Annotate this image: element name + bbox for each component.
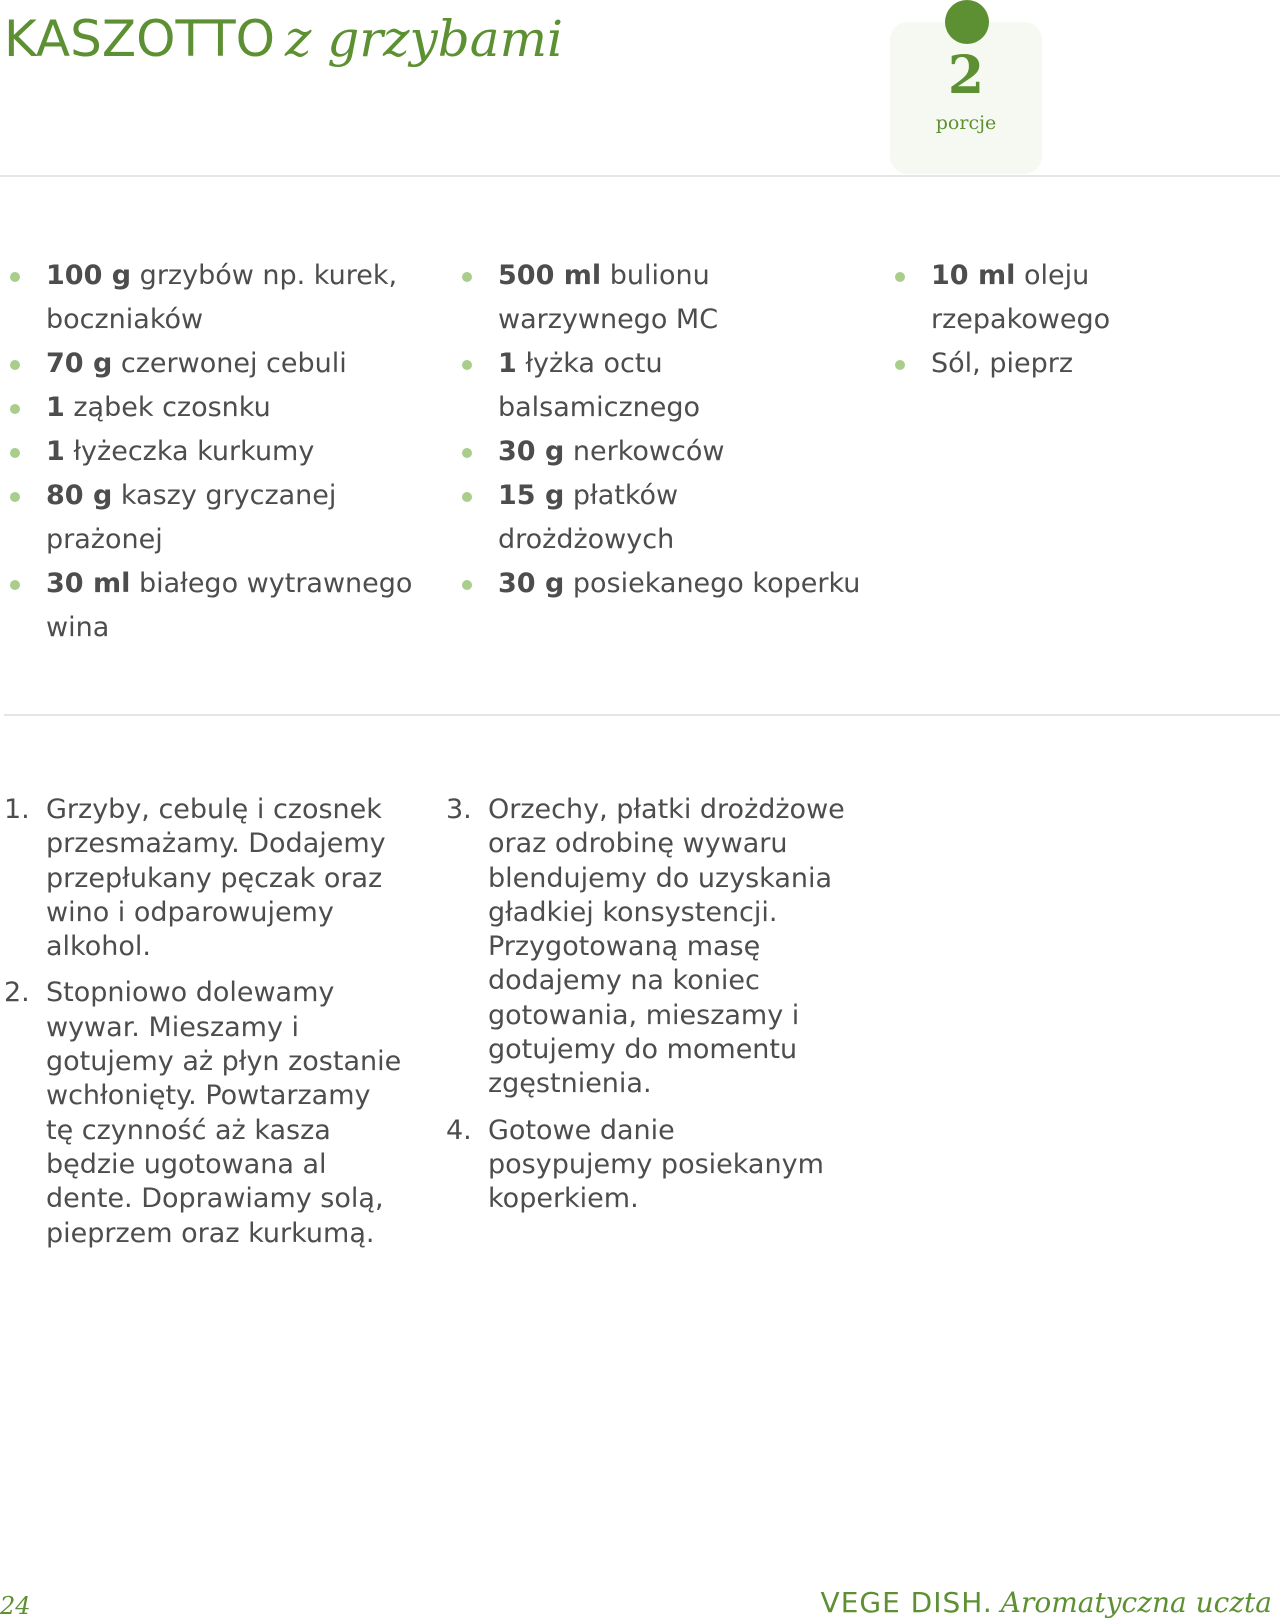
bullet-icon bbox=[462, 272, 472, 282]
bullet-icon bbox=[895, 360, 905, 370]
servings-label: porcje bbox=[935, 112, 997, 134]
servings-dot-icon bbox=[945, 0, 989, 44]
step-text: Grzyby, cebulę i czosnek przesmażamy. Dodajemy przepłukany pęczak oraz wino i odparowujemy alkohol. bbox=[46, 794, 386, 963]
bullet-icon bbox=[462, 360, 472, 370]
recipe-title-main: KASZOTTO bbox=[4, 10, 276, 68]
step-number: 3. bbox=[446, 794, 472, 825]
step-number: 2. bbox=[4, 977, 30, 1009]
steps-column-1 bbox=[4, 793, 404, 1263]
divider-middle bbox=[4, 714, 1280, 716]
ingredients-column-1 bbox=[10, 254, 420, 650]
step-text: Gotowe danie posypujemy posiekanym koperkiem. bbox=[488, 1114, 824, 1215]
bullet-icon bbox=[10, 492, 20, 502]
step-number: 1. bbox=[4, 794, 30, 825]
step-item bbox=[4, 976, 404, 1250]
bullet-icon bbox=[895, 272, 905, 282]
ingredient-item: 1 łyżeczka kurkumy bbox=[10, 430, 420, 474]
step-item bbox=[446, 793, 846, 1102]
ingredient-item: 70 g czerwonej cebuli bbox=[10, 342, 420, 386]
step-item bbox=[446, 1114, 846, 1217]
bullet-icon bbox=[10, 580, 20, 590]
ingredient-item: 500 ml bulionu warzywnego MC bbox=[462, 254, 862, 342]
bullet-icon bbox=[10, 360, 20, 370]
step-number: 4. bbox=[446, 1114, 472, 1146]
bullet-icon bbox=[10, 404, 20, 414]
bullet-icon bbox=[462, 492, 472, 502]
ingredient-item: Sól, pieprz bbox=[895, 342, 1235, 386]
page-number: 24 bbox=[0, 1592, 31, 1620]
ingredient-item: 1 łyżka octu balsamicznego bbox=[462, 342, 862, 430]
recipe-title-sub: z grzybami bbox=[285, 10, 563, 68]
ingredient-item: 30 ml białego wytrawnego wina bbox=[10, 562, 420, 650]
steps-column-2 bbox=[446, 793, 846, 1229]
ingredient-item: 1 ząbek czosnku bbox=[10, 386, 420, 430]
step-text: Stopniowo dolewamy wywar. Mieszamy i gotujemy aż płyn zostanie wchłonięty. Powtarzamy tę czynność aż kasza będzie ugotowana al dente. Doprawiamy solą, pieprzem oraz kurkumą. bbox=[46, 977, 402, 1249]
ingredient-item: 30 g posiekanego koperku bbox=[462, 562, 862, 606]
bullet-icon bbox=[462, 580, 472, 590]
servings-number: 2 bbox=[947, 45, 985, 106]
ingredients-column-2 bbox=[462, 254, 862, 606]
ingredient-item: 15 g płatków drożdżowych bbox=[462, 474, 862, 562]
ingredients-column-3 bbox=[895, 254, 1235, 386]
step-item bbox=[4, 793, 404, 964]
divider-top bbox=[0, 175, 1280, 177]
bullet-icon bbox=[10, 448, 20, 458]
ingredient-item: 10 ml oleju rzepakowego bbox=[895, 254, 1235, 342]
footer-tagline: Aromatyczna uczta bbox=[1000, 1586, 1272, 1619]
step-text: Orzechy, płatki drożdżowe oraz odrobinę wywaru blendujemy do uzyskania gładkiej konsystencji. Przygotowaną masę dodajemy na koniec gotowania, mieszamy i gotujemy do momentu zgęstnienia. bbox=[488, 794, 845, 1100]
bullet-icon bbox=[10, 272, 20, 282]
footer-brand-name: VEGE DISH. bbox=[820, 1586, 993, 1619]
bullet-icon bbox=[462, 448, 472, 458]
ingredient-item: 30 g nerkowców bbox=[462, 430, 862, 474]
footer-brand bbox=[821, 1586, 1272, 1619]
recipe-title bbox=[4, 10, 563, 68]
ingredient-item: 80 g kaszy gryczanej prażonej bbox=[10, 474, 420, 562]
ingredient-item: 100 g grzybów np. kurek, boczniaków bbox=[10, 254, 420, 342]
